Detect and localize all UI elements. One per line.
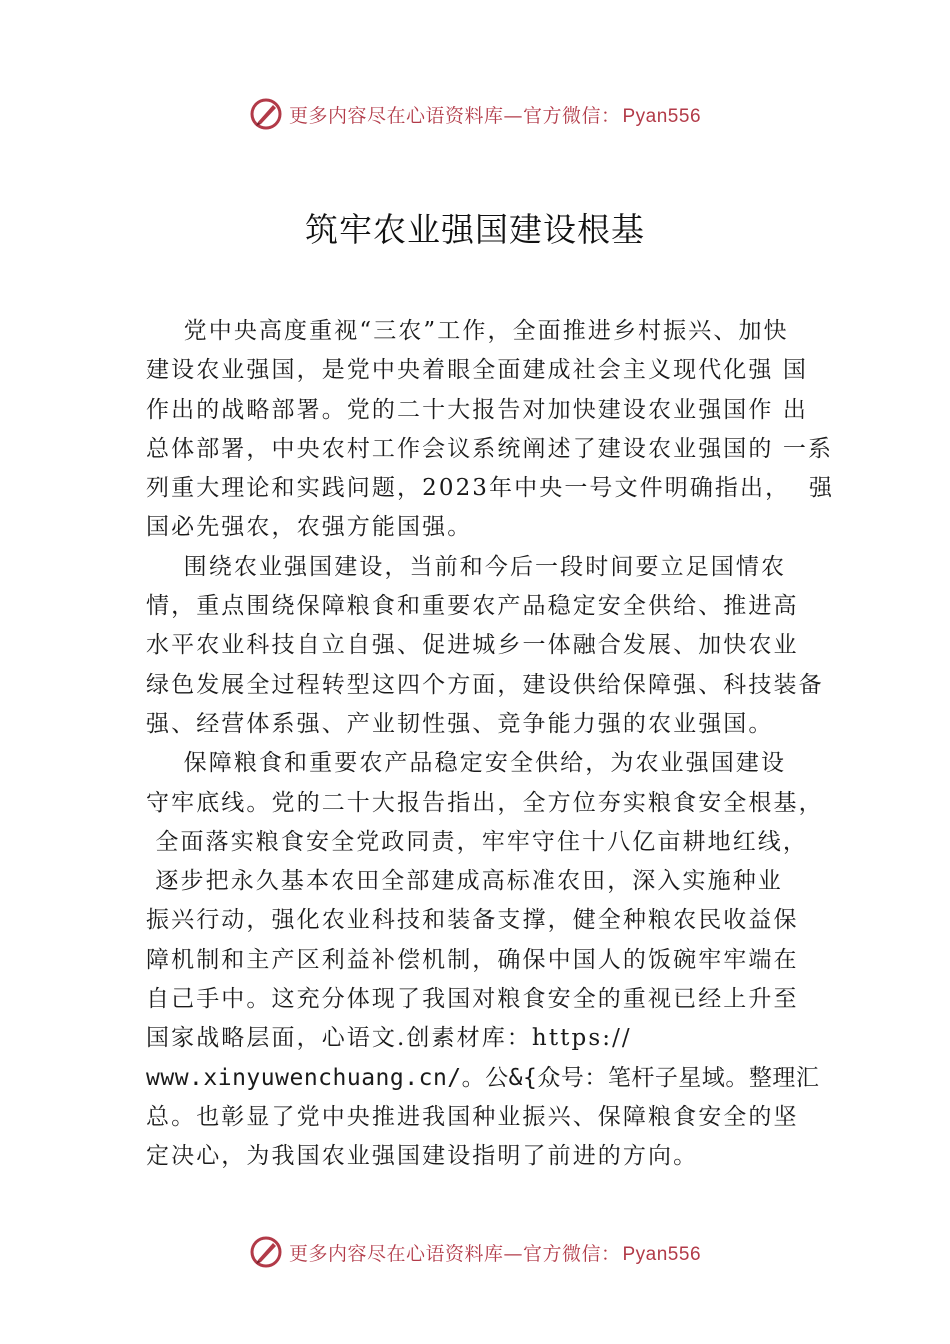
body-line: 情，重点围绕保障粮食和重要农产品稳定安全供给、推进高 [146, 593, 799, 620]
body-line: 守牢底线。党的二十大报告指出，全方位夯实粮食安全根基， [146, 789, 824, 816]
body-line: 定决心，为我国农业强国建设指明了前进的方向。 [146, 1143, 699, 1170]
footer-banner-label: 更多内容尽在心语资料库—官方微信： [288, 1242, 621, 1265]
body-line: 党中央高度重视“三农”工作，全面推进乡村振兴、加快 [146, 318, 789, 344]
header-banner-wechat-id: Pyan556 [622, 105, 702, 127]
body-line: 全面落实粮食安全党政同责，牢牢守住十八亿亩耕地红线， [146, 828, 809, 855]
body-line: 振兴行动，强化农业科技和装备支撑，健全种粮农民收益保 [146, 907, 799, 934]
document-body [146, 312, 836, 1177]
footer-banner [0, 1232, 950, 1272]
body-line: 建设农业强国，是党中央着眼全面建成社会主义现代化强 国 [146, 357, 809, 384]
body-line: 自己手中。这充分体现了我国对粮食安全的重视已经上升至 [146, 986, 799, 1013]
footer-banner-wechat-id: Pyan556 [622, 1243, 702, 1265]
body-line: 强、经营体系强、产业韧性强、竞争能力强的农业强国。 [146, 710, 774, 737]
body-line: www.xinyuwenchuang.cn/。公&{众号：笔杆子星域。整理汇 [146, 1064, 820, 1091]
body-line: 围绕农业强国建设，当前和今后一段时间要立足国情农 [146, 553, 787, 580]
document-title: 筑牢农业强国建设根基 [305, 210, 645, 249]
header-banner-label: 更多内容尽在心语资料库—官方微信： [288, 104, 621, 127]
body-line: 逐步把永久基本农田全部建成高标准农田，深入实施种业 [146, 868, 783, 895]
body-line: 国家战略层面，心语文.创素材库：https:// [146, 1025, 632, 1052]
footer-banner-text [289, 1239, 701, 1266]
body-line: 作出的战略部署。党的二十大报告对加快建设农业强国作 出 [146, 396, 809, 423]
body-line: 总。也彰显了党中央推进我国种业振兴、保障粮食安全的坚 [146, 1103, 799, 1130]
body-line: 总体部署，中央农村工作会议系统阐述了建设农业强国的 一系 [146, 435, 834, 462]
pen-logo-icon [249, 97, 283, 131]
body-line: 保障粮食和重要农产品稳定安全供给，为农业强国建设 [146, 750, 787, 777]
pen-logo-icon [249, 1235, 283, 1269]
body-line: 国必先强农，农强方能国强。 [146, 514, 473, 541]
header-banner-text [289, 101, 701, 128]
body-line: 水平农业科技自立自强、促进城乡一体融合发展、加快农业 [146, 632, 799, 659]
body-line: 列重大理论和实践问题，2023年中央一号文件明确指出， 强 [146, 475, 835, 502]
header-banner [0, 94, 950, 134]
body-line: 绿色发展全过程转型这四个方面，建设供给保障强、科技装备 [146, 671, 824, 698]
body-line: 障机制和主产区利益补偿机制，确保中国人的饭碗牢牢端在 [146, 946, 799, 973]
